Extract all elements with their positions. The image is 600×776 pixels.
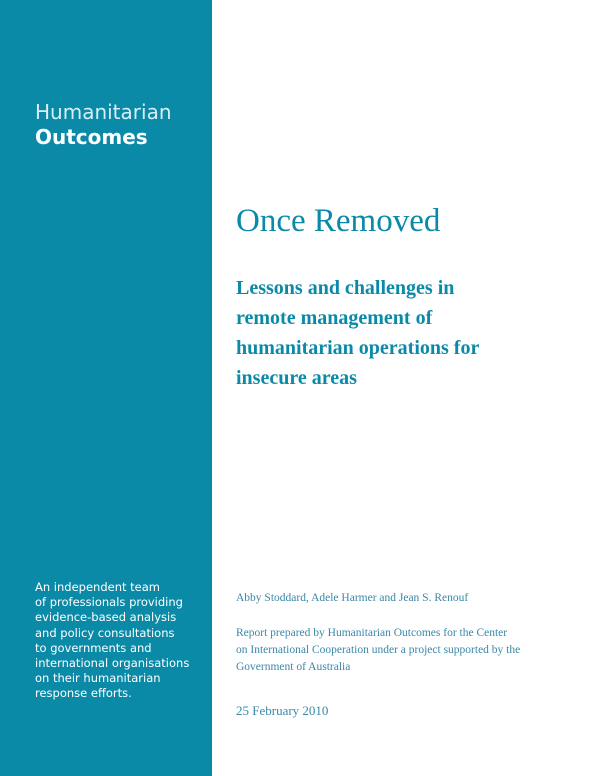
cover-sidebar [0,0,212,776]
logo-line-humanitarian: Humanitarian [35,100,172,124]
organization-description: An independent team of professionals providing evidence-based analysis and policy consultations to governments and international organisations on their humanitarian response efforts. [35,580,190,701]
report-note: Report prepared by Humanitarian Outcomes for the Center on International Cooperation under a project supported by the Government of Australia [236,627,521,673]
report-title: Once Removed [236,203,441,239]
report-date: 25 February 2010 [236,703,329,718]
logo-line-outcomes: Outcomes [35,125,148,149]
report-authors: Abby Stoddard, Adele Harmer and Jean S. Renouf [236,592,469,604]
organization-logo [35,100,172,150]
report-subtitle: Lessons and challenges in remote management of humanitarian operations for insecure areas [236,277,480,389]
